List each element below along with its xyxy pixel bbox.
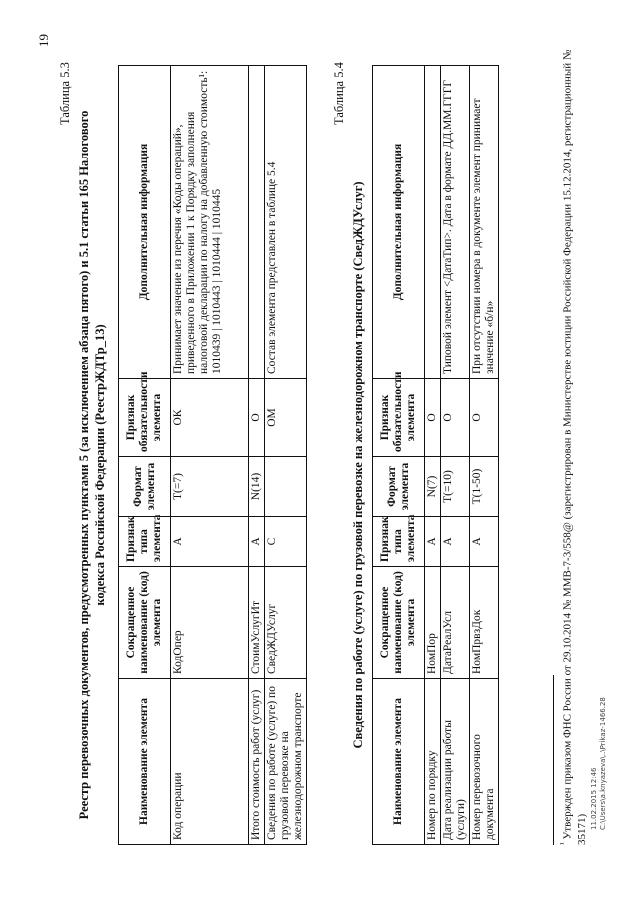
column-header: Признак обязательности элемента [373,379,425,457]
table-cell: При отсутствии номера в документе элемент принимает значение «б/н» [470,66,499,379]
table-cell [265,457,307,517]
table-cell: СтоимУслугИт [249,567,265,679]
table-5-3-header-row [119,66,171,845]
table-cell: Типовой элемент <ДатаТип>. Дата в формате ДД.ММ.ГГГГ [441,66,470,379]
table-cell: А [441,517,470,567]
column-header: Сокращенное наименование (код) элемента [119,567,171,679]
table-5-3-title-line1: Реестр перевозочных документов, предусмотренных пунктами 5 (за исключением абзаца пятого) и 5.1 статьи 165 Налогового [77,110,91,820]
table-cell: T(1-50) [470,457,499,517]
footnote-text: Утвержден приказом ФНС России от 29.10.2014 № ММВ-7-3/558@ (зарегистрирован в Министерстве юстиции Российской Федерации 15.12.2014, регистрационный № 35171) [561,49,588,845]
table-cell: С [265,517,307,567]
table-row [265,66,307,845]
table-cell: О [470,379,499,457]
table-5-3-title [76,85,108,845]
footnote-marker: ¹ [558,842,568,845]
table-5-4-title: Сведения по работе (услуге) по грузовой перевозке на железнодорожном транспорте (СведЖДУслуг) [351,181,365,749]
footnote [556,45,589,845]
column-header: Наименование элемента [119,679,171,845]
table-5-3-title-line2: кодекса Российской Федерации (РеестрЖДТр_13) [93,324,107,606]
table-cell: Дата реализации работы (услуги) [441,679,470,845]
table-row [171,66,249,845]
table-5-4-header-row [373,66,425,845]
table-cell: ОМ [265,379,307,457]
table-cell [425,66,441,379]
table-row [249,66,265,845]
table-cell: НомПор [425,567,441,679]
file-stamp [590,697,608,830]
column-header: Признак обязательности элемента [119,379,171,457]
table-cell: СведЖДУслуг [265,567,307,679]
table-cell: А [249,517,265,567]
table-cell: КодОпер [171,567,249,679]
table-cell: Итого стоимость работ (услуг) [249,679,265,845]
table-cell: Код операции [171,679,249,845]
table-cell: N(14) [249,457,265,517]
table-cell: Принимает значение из перечня «Коды операций», приведенного в Приложении 1 к Порядку заполнения налоговой декларации по налогу на добавленную стоимость¹: 1010439 | 1010443 | 1010444 | 1010445 [171,66,249,379]
table-5-4-label: Таблица 5.4 [332,62,346,125]
column-header: Признак типа элемента [119,517,171,567]
table-cell: Состав элемента представлен в таблице 5.4 [265,66,307,379]
table-cell: ОК [171,379,249,457]
table-cell: О [249,379,265,457]
table-cell: T(=7) [171,457,249,517]
column-header: Наименование элемента [373,679,425,845]
table-5-4 [372,65,499,845]
column-header: Дополнительная информация [119,66,171,379]
table-row [425,66,441,845]
footnote-rule [553,675,554,845]
table-row [441,66,470,845]
table-cell: Номер по порядку [425,679,441,845]
file-stamp-line1: 11.02.2015 12:46 [590,767,598,830]
table-5-3 [118,65,307,845]
table-cell: А [470,517,499,567]
column-header: Формат элемента [373,457,425,517]
table-cell [249,66,265,379]
column-header: Сокращенное наименование (код) элемента [373,567,425,679]
table-5-3-label: Таблица 5.3 [58,62,72,125]
table-cell: НомПрвзДок [470,567,499,679]
column-header: Признак типа элемента [373,517,425,567]
column-header: Формат элемента [119,457,171,517]
table-row [470,66,499,845]
file-stamp-line2: С:\Users\a.knyazeva\..\Prikaz-1466.28 [599,697,607,830]
table-cell: ДатаРеалУсл [441,567,470,679]
table-cell: N(7) [425,457,441,517]
table-cell: О [425,379,441,457]
table-cell: О [441,379,470,457]
table-cell: А [425,517,441,567]
table-cell: А [171,517,249,567]
table-cell: T(=10) [441,457,470,517]
table-cell: Номер перевозочного документа [470,679,499,845]
column-header: Дополнительная информация [373,66,425,379]
table-cell: Сведения по работе (услуге) по грузовой перевозке на железнодорожном транспорте [265,679,307,845]
page-number: 19 [36,34,51,47]
